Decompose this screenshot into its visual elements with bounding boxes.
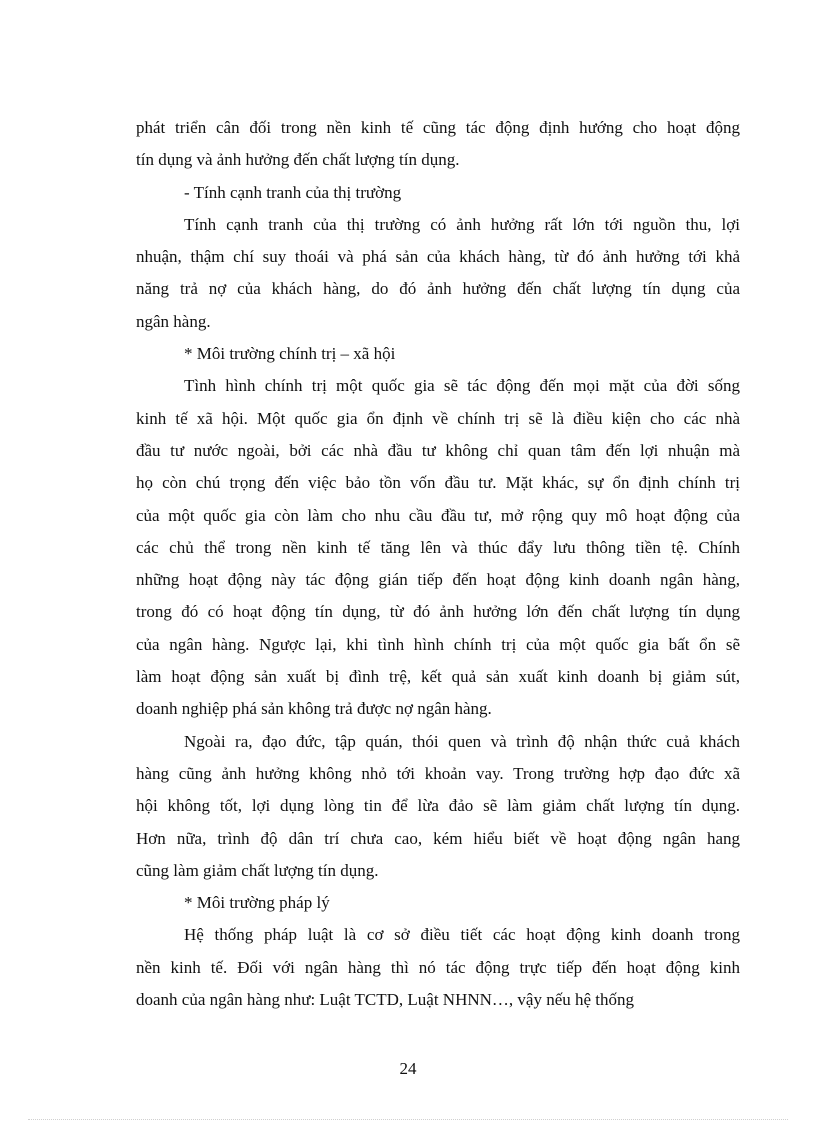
text-line: của một quốc gia còn làm cho nhu cầu đầu tư, mở rộng quy mô hoạt động của [136, 505, 740, 525]
text-line: doanh nghiệp phá sản không trả được nợ ngân hàng. [136, 699, 492, 719]
text-line: những hoạt động này tác động gián tiếp đến hoạt động kinh doanh ngân hàng, [136, 570, 740, 590]
text-line: Ngoài ra, đạo đức, tập quán, thói quen và trình độ nhận thức cuả khách [184, 731, 740, 751]
text-line: làm hoạt động sản xuất bị đình trệ, kết quả sản xuất kinh doanh bị giảm sút, [136, 667, 740, 687]
text-line: kinh tế xã hội. Một quốc gia ổn định về chính trị sẽ là điều kiện cho các nhà [136, 408, 740, 428]
text-line: - Tính cạnh tranh của thị trường [184, 182, 402, 202]
text-line: * Môi trường chính trị – xã hội [184, 344, 396, 364]
page-number: 24 [399, 1059, 417, 1078]
text-line: Tình hình chính trị một quốc gia sẽ tác động đến mọi mặt của đời sống [184, 376, 740, 396]
text-line: trong đó có hoạt động tín dụng, từ đó ảnh hưởng lớn đến chất lượng tín dụng [136, 602, 740, 622]
text-line: họ còn chú trọng đến việc bảo tồn vốn đầu tư. Mặt khác, sự ổn định chính trị [136, 473, 740, 493]
text-line: * Môi trường pháp lý [184, 893, 330, 913]
text-line: hàng cũng ảnh hưởng không nhỏ tới khoản vay. Trong trường hợp đạo đức xã [136, 763, 740, 783]
text-line: đầu tư nước ngoài, bởi các nhà đầu tư không chỉ quan tâm đến lợi nhuận mà [136, 440, 740, 460]
text-line: phát triển cân đối trong nền kinh tế cũng tác động định hướng cho hoạt động [136, 118, 740, 137]
page-bottom-divider [28, 1119, 788, 1120]
text-line: nền kinh tế. Đối với ngân hàng thì nó tác động trực tiếp đến hoạt động kinh [136, 957, 740, 977]
text-line: Hơn nữa, trình độ dân trí chưa cao, kém hiểu biết về hoạt động ngân hang [136, 828, 740, 848]
body-text [136, 112, 740, 1016]
text-line: cũng làm giảm chất lượng tín dụng. [136, 860, 379, 880]
text-line: các chủ thể trong nền kinh tế tăng lên và thúc đẩy lưu thông tiền tệ. Chính [136, 537, 740, 557]
text-line: của ngân hàng. Ngược lại, khi tình hình chính trị của một quốc gia bất ổn sẽ [136, 634, 740, 654]
text-line: doanh của ngân hàng như: Luật TCTD, Luật NHNN…, vậy nếu hệ thống [136, 990, 635, 1010]
text-line: tín dụng và ảnh hưởng đến chất lượng tín dụng. [136, 150, 460, 170]
text-line: năng trả nợ của khách hàng, do đó ảnh hưởng đến chất lượng tín dụng của [136, 279, 740, 299]
text-line: nhuận, thậm chí suy thoái và phá sản của khách hàng, từ đó ảnh hưởng tới khả [136, 247, 740, 267]
text-line: Tính cạnh tranh của thị trường có ảnh hưởng rất lớn tới nguồn thu, lợi [184, 214, 740, 234]
text-line: hội không tốt, lợi dụng lòng tin để lừa đảo sẽ làm giảm chất lượng tín dụng. [136, 796, 740, 816]
text-line: ngân hàng. [136, 311, 211, 331]
text-line: Hệ thống pháp luật là cơ sở điều tiết các hoạt động kinh doanh trong [184, 925, 740, 945]
